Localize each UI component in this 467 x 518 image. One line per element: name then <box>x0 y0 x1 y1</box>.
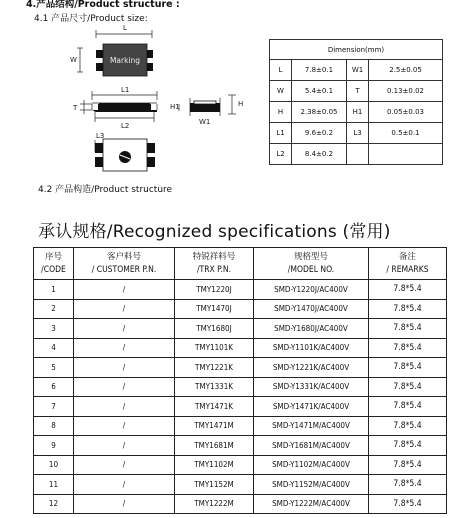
cell-customer-pn: / <box>74 377 175 397</box>
table-row <box>34 377 447 397</box>
dim-label-W1: W1 <box>199 118 211 126</box>
cell-remarks: 7.8*5.4 <box>369 299 447 319</box>
cell-model-no: SMD-Y1471M/AC400V <box>254 416 369 436</box>
dimension-table <box>269 39 443 165</box>
cell-trx-pn: TMY1681M <box>175 436 254 456</box>
cell-code: 4 <box>34 338 74 358</box>
cell-remarks: 7.8*5.4 <box>369 416 447 436</box>
table-row <box>34 475 447 495</box>
cell-trx-pn: TMY1471M <box>175 416 254 436</box>
cell-code: 12 <box>34 494 74 514</box>
cell-customer-pn: / <box>74 455 175 475</box>
section-heading: 4.产品结构/Product structure : <box>26 0 180 10</box>
cell-trx-pn: TMY1101K <box>175 338 254 358</box>
cell-trx-pn: TMY1680J <box>175 319 254 339</box>
dimension-row: H 2.38±0.05 H1 0.05±0.03 <box>270 102 443 123</box>
cell-model-no: SMD-Y1220J/AC400V <box>254 280 369 300</box>
dim-label-W: W <box>70 56 77 64</box>
cell-remarks: 7.8*5.4 <box>369 475 447 495</box>
cell-remarks: 7.8*5.4 <box>369 280 447 300</box>
cell-model-no: SMD-Y1152M/AC400V <box>254 475 369 495</box>
product-structure-subheading: 4.2 产品构造/Product structure <box>38 185 173 195</box>
spec-title: 承认规格/Recognized specifications (常用) <box>38 222 391 242</box>
cell-code: 8 <box>34 416 74 436</box>
cell-code: 11 <box>34 475 74 495</box>
dim-label-H1: H1 <box>170 103 180 111</box>
cell-customer-pn: / <box>74 280 175 300</box>
dim-label-L1: L1 <box>121 86 130 94</box>
cell-customer-pn: / <box>74 319 175 339</box>
cell-model-no: SMD-Y1470J/AC400V <box>254 299 369 319</box>
cell-trx-pn: TMY1220J <box>175 280 254 300</box>
cell-remarks: 7.8*5.4 <box>369 455 447 475</box>
spec-table <box>33 247 447 514</box>
cell-remarks: 7.8*5.4 <box>369 397 447 417</box>
cell-code: 5 <box>34 358 74 378</box>
cell-trx-pn: TMY1222M <box>175 494 254 514</box>
cell-code: 9 <box>34 436 74 456</box>
dim-label-H: H <box>238 100 244 108</box>
cell-code: 6 <box>34 377 74 397</box>
cell-customer-pn: / <box>74 299 175 319</box>
cell-model-no: SMD-Y1221K/AC400V <box>254 358 369 378</box>
cell-trx-pn: TMY1471K <box>175 397 254 417</box>
cell-code: 1 <box>34 280 74 300</box>
table-row <box>34 397 447 417</box>
table-row <box>34 436 447 456</box>
dim-label-T: T <box>73 104 78 112</box>
dim-label-L2: L2 <box>121 122 130 130</box>
cell-model-no: SMD-Y1471K/AC400V <box>254 397 369 417</box>
cell-trx-pn: TMY1331K <box>175 377 254 397</box>
cell-trx-pn: TMY1152M <box>175 475 254 495</box>
cell-model-no: SMD-Y1331K/AC400V <box>254 377 369 397</box>
cell-remarks: 7.8*5.4 <box>369 358 447 378</box>
cell-code: 7 <box>34 397 74 417</box>
dimension-row: L2 8.4±0.2 <box>270 144 443 165</box>
cell-remarks: 7.8*5.4 <box>369 436 447 456</box>
marking-label: Marking <box>109 56 141 65</box>
cell-customer-pn: / <box>74 358 175 378</box>
table-row <box>34 319 447 339</box>
cell-remarks: 7.8*5.4 <box>369 377 447 397</box>
cell-trx-pn: TMY1102M <box>175 455 254 475</box>
cell-model-no: SMD-Y1680J/AC400V <box>254 319 369 339</box>
cell-model-no: SMD-Y1102M/AC400V <box>254 455 369 475</box>
table-row <box>34 338 447 358</box>
table-row <box>34 455 447 475</box>
header-customer-pn: 客户料号 / CUSTOMER P.N. <box>74 248 175 280</box>
dimension-row: L1 9.6±0.2 L3 0.5±0.1 <box>270 123 443 144</box>
cell-customer-pn: / <box>74 475 175 495</box>
cell-customer-pn: / <box>74 436 175 456</box>
dimension-table-title: Dimension(mm) <box>270 40 443 60</box>
cell-trx-pn: TMY1470J <box>175 299 254 319</box>
product-size-subheading: 4.1 产品尺寸/Product size: <box>34 14 148 24</box>
header-trx-pn: 特锐祥料号 /TRX P.N. <box>175 248 254 280</box>
cell-code: 3 <box>34 319 74 339</box>
cell-remarks: 7.8*5.4 <box>369 338 447 358</box>
table-row <box>34 358 447 378</box>
header-code: 序号 /CODE <box>34 248 74 280</box>
cell-customer-pn: / <box>74 416 175 436</box>
table-row <box>34 280 447 300</box>
cell-customer-pn: / <box>74 494 175 514</box>
cell-customer-pn: / <box>74 338 175 358</box>
table-row <box>34 416 447 436</box>
cell-customer-pn: / <box>74 397 175 417</box>
dim-label-L3: L3 <box>96 132 105 140</box>
cell-model-no: SMD-Y1101K/AC400V <box>254 338 369 358</box>
cell-remarks: 7.8*5.4 <box>369 319 447 339</box>
table-row <box>34 494 447 514</box>
cell-remarks: 7.8*5.4 <box>369 494 447 514</box>
cell-model-no: SMD-Y1681M/AC400V <box>254 436 369 456</box>
cell-code: 10 <box>34 455 74 475</box>
header-model-no: 规格型号 /MODEL NO. <box>254 248 369 280</box>
cell-code: 2 <box>34 299 74 319</box>
header-remarks: 备注 / REMARKS <box>369 248 447 280</box>
dim-label-L: L <box>123 24 127 32</box>
dimension-row: L 7.8±0.1 W1 2.5±0.05 <box>270 60 443 81</box>
cell-trx-pn: TMY1221K <box>175 358 254 378</box>
dimension-row: W 5.4±0.1 T 0.13±0.02 <box>270 81 443 102</box>
table-row <box>34 299 447 319</box>
spec-header-row <box>34 248 447 280</box>
cell-model-no: SMD-Y1222M/AC400V <box>254 494 369 514</box>
